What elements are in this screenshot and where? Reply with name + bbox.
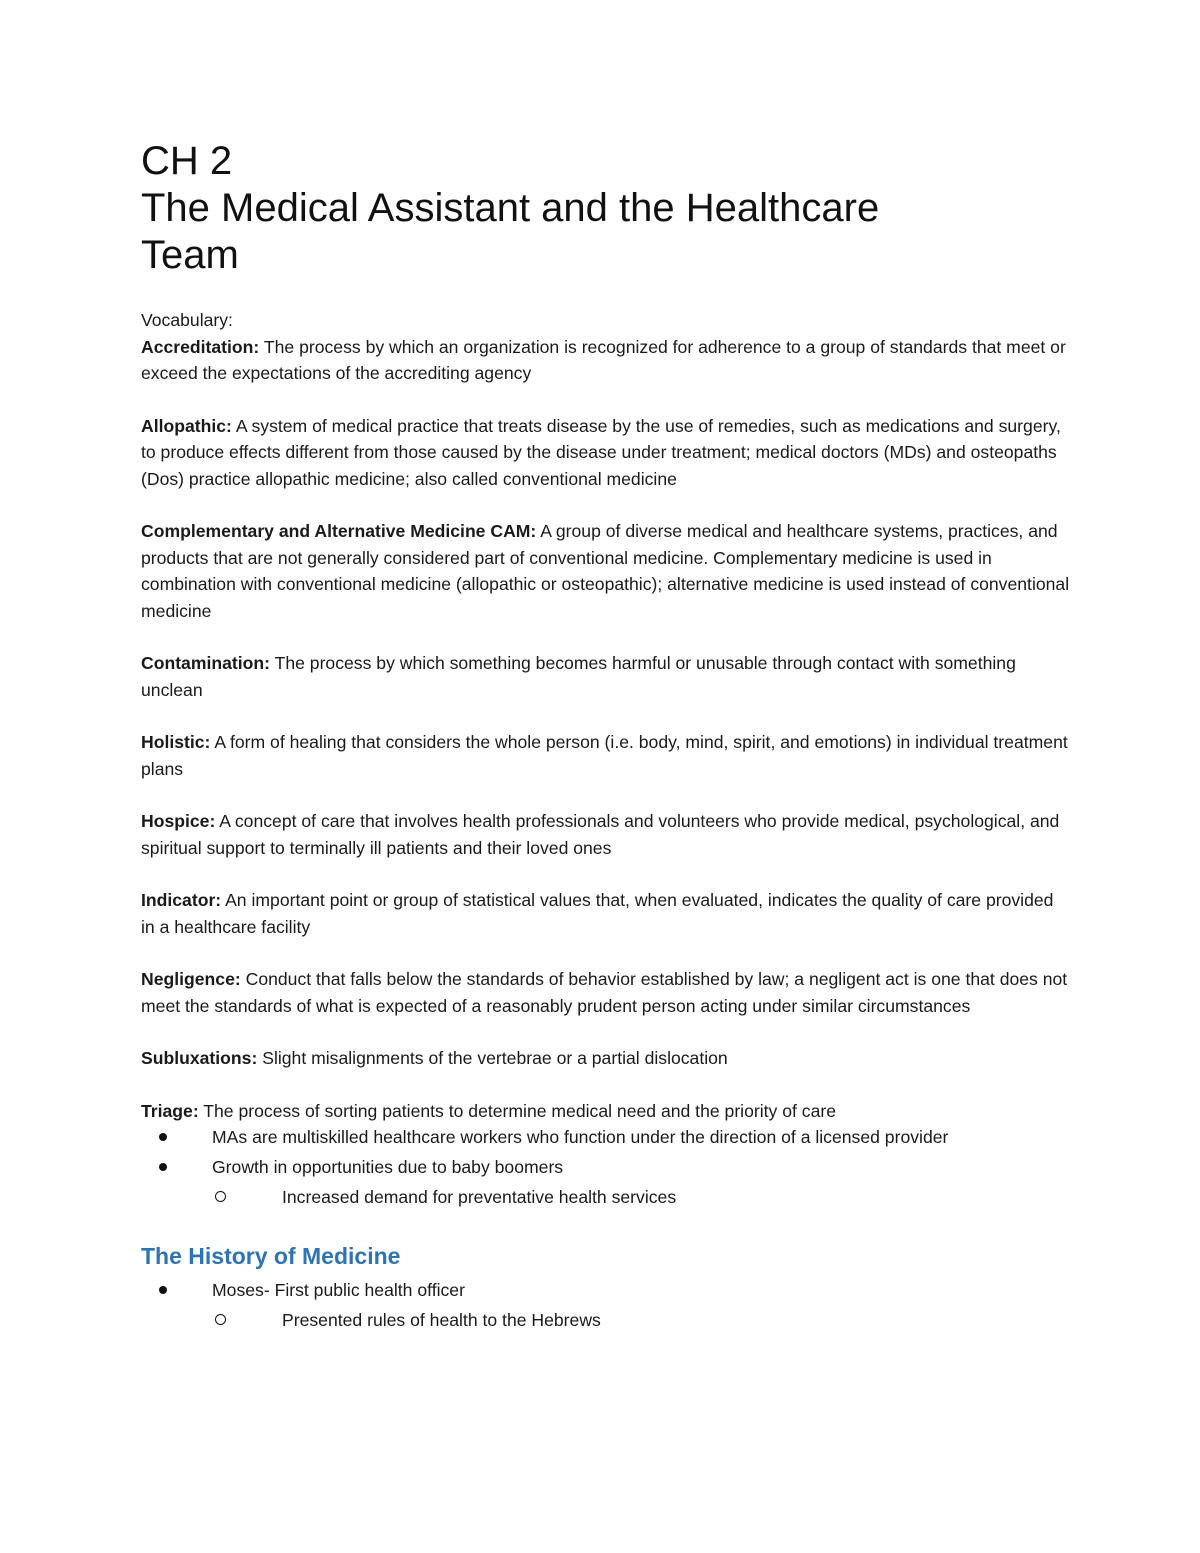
vocab-term: Triage: (141, 1100, 199, 1121)
vocab-definition: A system of medical practice that treats disease by the use of remedies, such as medications and surgery, to produce effects different from those caused by the disease under treatment; medical doctors (MDs) and osteopaths (Dos) practice allopathic medicine; also called conventional medicine (141, 415, 1061, 489)
sub-list-item (141, 1307, 1071, 1334)
section-heading-history: The History of Medicine (141, 1242, 401, 1269)
list-item (141, 1124, 1071, 1151)
vocab-term: Contamination: (141, 653, 271, 673)
sub-list-item (141, 1184, 1071, 1211)
bullet-circle-icon (215, 1314, 226, 1325)
vocab-definition: A form of healing that considers the whole person (i.e. body, mind, spirit, and emotions) in individual treatment plans (141, 732, 1068, 779)
vocab-term: Hospice: (141, 811, 216, 831)
document-title (141, 138, 1101, 279)
vocab-term: Complementary and Alternative Medicine CAM: (141, 521, 537, 541)
vocab-definition: An important point or group of statistical values that, when evaluated, indicates the quality of care provided in a healthcare facility (141, 890, 1054, 937)
vocab-definition: A group of diverse medical and healthcare systems, practices, and products that are not generally considered part of conventional medicine. Complementary medicine is used in combination with conventional medicine (allopathic or osteopathic); alternative medicine is used instead of conventional medicine (141, 521, 1070, 621)
vocab-term: Indicator: (141, 890, 222, 910)
vocab-entry-indicator (141, 887, 1071, 940)
title-line-main: The Medical Assistant and the Healthcare (141, 186, 880, 230)
vocab-entry-allopathic (141, 413, 1071, 493)
vocab-entry-cam (141, 518, 1071, 624)
vocab-definition: Conduct that falls below the standards of behavior established by law; a negligent act is one that does not meet the standards of what is expected of a reasonably prudent person acting under similar circumstances (141, 969, 1068, 1016)
list-item-text: Moses- First public health officer (212, 1279, 465, 1300)
title-line-continuation: Team (141, 233, 239, 277)
vocab-entry-accreditation (141, 334, 1071, 387)
vocab-entry-contamination (141, 650, 1071, 703)
vocab-definition: Slight misalignments of the vertebrae or a partial dislocation (257, 1048, 728, 1068)
bullet-circle-icon (215, 1191, 226, 1202)
vocab-term: Negligence: (141, 969, 241, 989)
vocab-definition: The process by which an organization is recognized for adherence to a group of standards that meet or exceed the expectations of the accrediting agency (141, 336, 1066, 383)
vocab-term: Subluxations: (141, 1048, 258, 1068)
vocab-term: Holistic: (141, 732, 211, 752)
sub-list-item-text: Increased demand for preventative health services (282, 1187, 677, 1207)
bullet-dot-icon (159, 1163, 167, 1171)
sub-bullet-list (212, 1184, 1071, 1211)
vocab-term: Allopathic: (141, 415, 232, 436)
document-body (141, 307, 1071, 1337)
vocabulary-label: Vocabulary: (141, 310, 233, 330)
bullet-list-ma-overview (141, 1124, 1071, 1211)
list-item (141, 1154, 1071, 1211)
vocab-definition: The process by which something becomes harmful or unusable through contact with something unclean (141, 653, 1016, 700)
list-item-text: MAs are multiskilled healthcare workers who function under the direction of a licensed provider (212, 1127, 949, 1147)
vocab-entry-holistic (141, 729, 1071, 782)
vocab-entry-hospice (141, 808, 1071, 861)
list-item (141, 1277, 1071, 1334)
sub-bullet-list (212, 1307, 1071, 1334)
vocab-definition: The process of sorting patients to determine medical need and the priority of care (198, 1100, 836, 1121)
vocab-entry-negligence (141, 966, 1071, 1019)
title-line-chapter: CH 2 (141, 139, 233, 183)
bullet-dot-icon (159, 1286, 167, 1294)
vocab-entry-subluxations (141, 1045, 1071, 1072)
bullet-dot-icon (159, 1133, 167, 1141)
list-item-text: Growth in opportunities due to baby boomers (212, 1156, 564, 1177)
bullet-list-history (141, 1277, 1071, 1334)
vocab-term: Accreditation: (141, 336, 260, 357)
vocab-entry-triage (141, 1098, 1071, 1125)
sub-list-item-text: Presented rules of health to the Hebrews (282, 1310, 601, 1330)
vocab-definition: A concept of care that involves health professionals and volunteers who provide medical, psychological, and spiritual support to terminally ill patients and their loved ones (141, 811, 1060, 858)
